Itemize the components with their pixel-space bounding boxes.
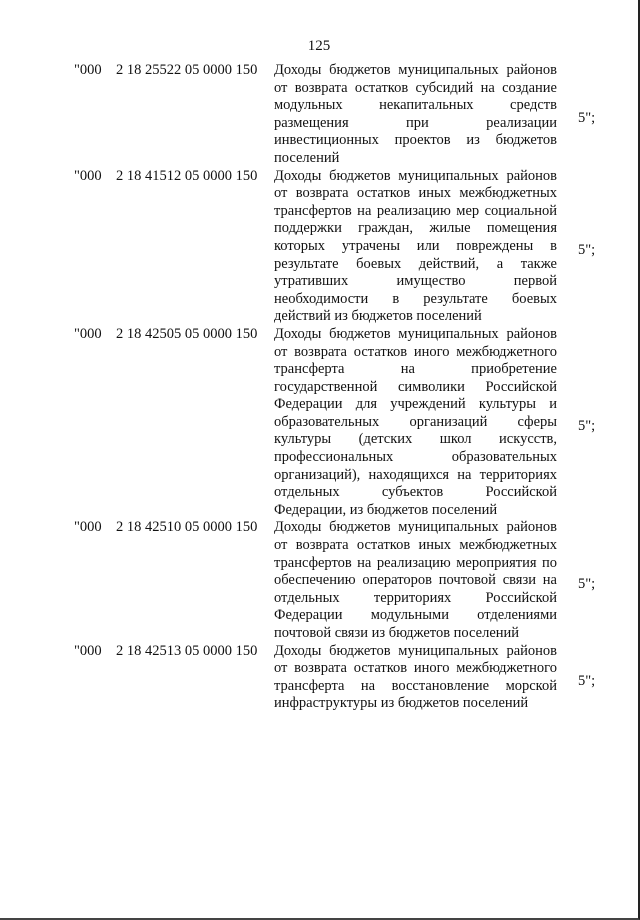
- budget-classification-code: 2 18 42513 05 0000 150: [116, 642, 258, 659]
- income-description: [274, 326, 557, 520]
- description-line: отдельных субъектов Российской: [274, 484, 557, 501]
- admin-code: "000: [74, 519, 102, 536]
- description-line: Доходы бюджетов муниципальных районов: [274, 642, 557, 659]
- page-number: 125: [307, 38, 331, 54]
- normative-rate: 5";: [578, 241, 596, 258]
- description-line: обеспечению операторов почтовой связи на: [274, 572, 557, 589]
- description-line: Доходы бюджетов муниципальных районов: [274, 167, 557, 184]
- description-line: результате боевых действий, а также: [274, 255, 557, 272]
- description-line: отдельных территориях Российской: [274, 589, 557, 606]
- description-line: Федерации, из бюджетов поселений: [274, 501, 498, 518]
- budget-classification-code: 2 18 42505 05 0000 150: [116, 325, 258, 342]
- admin-code: "000: [74, 62, 102, 78]
- table-row: [0, 326, 638, 520]
- income-description: [274, 519, 557, 642]
- description-line: инвестиционных проектов из бюджетов: [274, 132, 557, 149]
- description-line: Доходы бюджетов муниципальных районов: [274, 325, 557, 342]
- description-line: культуры (детских школ искусств,: [274, 431, 557, 448]
- description-line: почтовой связи из бюджетов поселений: [274, 625, 520, 641]
- description-line: государственной символики Российской: [274, 378, 557, 395]
- description-line: инфраструктуры из бюджетов поселений: [274, 695, 529, 712]
- budget-classification-code: 2 18 42510 05 0000 150: [116, 519, 258, 536]
- description-line: поселений: [274, 149, 340, 166]
- description-line: Доходы бюджетов муниципальных районов: [274, 62, 557, 78]
- description-line: трансфертов на реализацию мероприятия по: [274, 554, 557, 571]
- budget-classification-code: 2 18 41512 05 0000 150: [116, 167, 258, 184]
- description-line: которых утрачены или повреждены в: [274, 237, 557, 254]
- admin-code: "000: [74, 325, 102, 342]
- description-line: поддержки граждан, жилые помещения: [274, 220, 557, 237]
- description-line: размещения при реализации: [274, 114, 557, 131]
- description-line: утративших имущество первой: [274, 273, 557, 290]
- description-line: трансферта на восстановление морской: [274, 677, 557, 694]
- budget-classification-code: 2 18 25522 05 0000 150: [116, 62, 258, 78]
- table-row: [0, 519, 638, 642]
- description-line: Доходы бюджетов муниципальных районов: [274, 519, 557, 536]
- description-line: трансфертов на реализацию мер социальной: [274, 202, 557, 219]
- description-line: Федерации модульными отделениями: [274, 607, 557, 624]
- description-line: от возврата остатков иных межбюджетных: [274, 185, 557, 202]
- description-line: трансферта на приобретение: [274, 361, 557, 378]
- description-line: от возврата остатков иного межбюджетного: [274, 660, 557, 677]
- description-line: необходимости в результате боевых: [274, 290, 557, 307]
- description-line: от возврата остатков субсидий на создание: [274, 79, 557, 96]
- income-description: [274, 168, 557, 326]
- income-description: [274, 643, 557, 713]
- admin-code: "000: [74, 167, 102, 184]
- income-codes-table: [0, 62, 638, 713]
- description-line: образовательных организаций сферы: [274, 413, 557, 430]
- description-line: модульных некапитальных средств: [274, 97, 557, 114]
- income-description: [274, 62, 557, 168]
- description-line: Федерации для учреждений культуры и: [274, 396, 557, 413]
- description-line: действий из бюджетов поселений: [274, 308, 482, 325]
- table-row: [0, 168, 638, 326]
- description-line: от возврата остатков иного межбюджетного: [274, 343, 557, 360]
- table-row: [0, 643, 638, 713]
- normative-rate: 5";: [578, 417, 596, 434]
- normative-rate: 5";: [578, 110, 596, 126]
- description-line: профессиональных образовательных: [274, 449, 557, 466]
- normative-rate: 5";: [578, 576, 596, 593]
- normative-rate: 5";: [578, 672, 596, 689]
- description-line: организаций), находящихся на территориях: [274, 466, 557, 483]
- description-line: от возврата остатков иных межбюджетных: [274, 537, 557, 554]
- table-row: [0, 62, 638, 168]
- admin-code: "000: [74, 642, 102, 659]
